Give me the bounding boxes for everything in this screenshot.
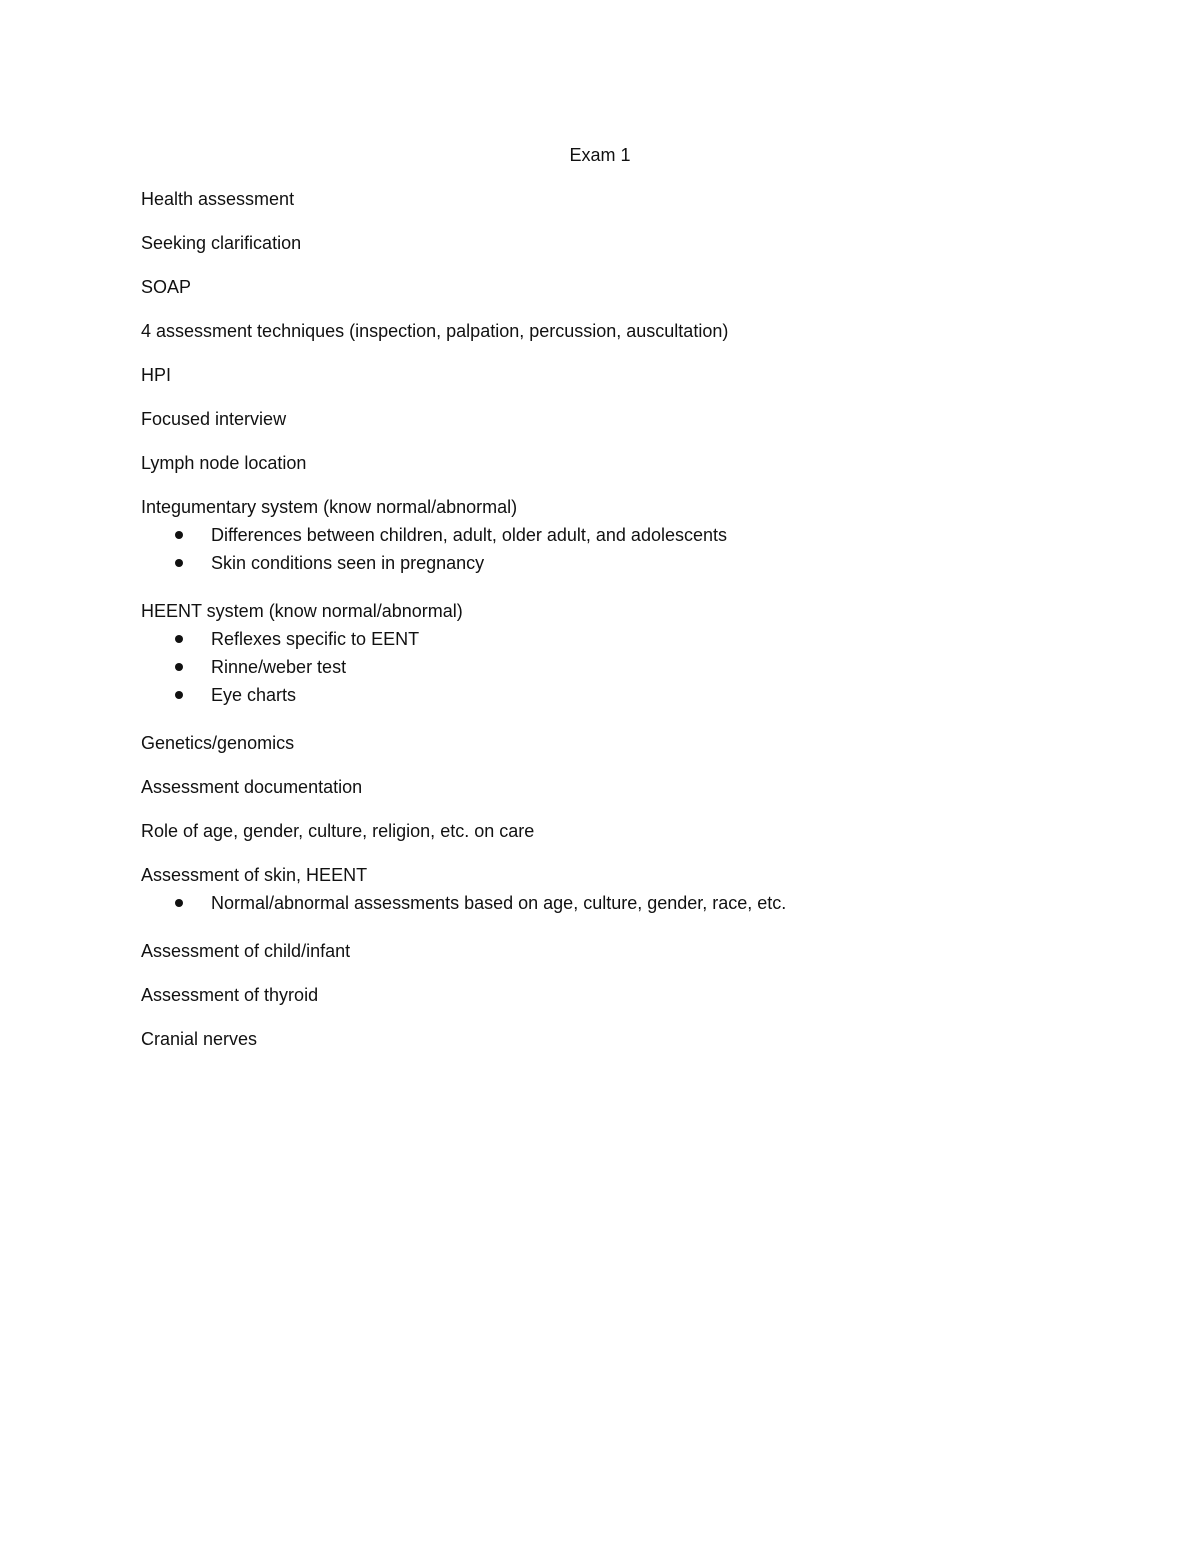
topic-genetics-genomics: Genetics/genomics: [141, 733, 295, 753]
bullet-icon: [175, 559, 183, 567]
bullet-icon: [175, 691, 183, 699]
bullet-text: Reflexes specific to EENT: [211, 629, 420, 649]
topic-role-of-age-gender-culture: Role of age, gender, culture, religion, etc. on care: [141, 821, 535, 841]
bullet-icon: [175, 899, 183, 907]
bullet-text: Differences between children, adult, older adult, and adolescents: [211, 525, 727, 545]
topic-focused-interview: Focused interview: [141, 409, 287, 429]
topic-heent-system: HEENT system (know normal/abnormal): [141, 601, 463, 621]
bullet-text: Rinne/weber test: [211, 657, 347, 677]
topic-integumentary-system: Integumentary system (know normal/abnormal): [141, 497, 518, 517]
bullet-icon: [175, 663, 183, 671]
topic-cranial-nerves: Cranial nerves: [141, 1029, 258, 1049]
bullet-item: [141, 683, 1061, 711]
topic-soap: SOAP: [141, 277, 192, 297]
bullet-item: [141, 523, 1061, 551]
bullet-item: [141, 627, 1061, 655]
topic-assessment-child-infant: Assessment of child/infant: [141, 941, 351, 961]
topic-assessment-documentation: Assessment documentation: [141, 777, 363, 797]
bullet-item: [141, 551, 1061, 579]
topic-assessment-of-skin-heent: Assessment of skin, HEENT: [141, 865, 368, 885]
skin-heent-bullet-list: [141, 891, 1061, 919]
bullet-icon: [175, 531, 183, 539]
bullet-text: Skin conditions seen in pregnancy: [211, 553, 485, 573]
bullet-text: Eye charts: [211, 685, 297, 705]
bullet-item: [141, 891, 1061, 919]
bullet-text: Normal/abnormal assessments based on age, culture, gender, race, etc.: [211, 893, 787, 913]
bullet-icon: [175, 635, 183, 643]
document-title: Exam 1: [569, 145, 631, 165]
topic-assessment-techniques: 4 assessment techniques (inspection, palpation, percussion, auscultation): [141, 321, 729, 341]
topic-health-assessment: Health assessment: [141, 189, 295, 209]
topic-hpi: HPI: [141, 365, 172, 385]
integumentary-bullet-list: [141, 523, 1061, 579]
topic-seeking-clarification: Seeking clarification: [141, 233, 302, 253]
document-body: [141, 143, 1061, 1071]
topic-assessment-thyroid: Assessment of thyroid: [141, 985, 319, 1005]
topic-lymph-node-location: Lymph node location: [141, 453, 307, 473]
heent-bullet-list: [141, 627, 1061, 711]
bullet-item: [141, 655, 1061, 683]
